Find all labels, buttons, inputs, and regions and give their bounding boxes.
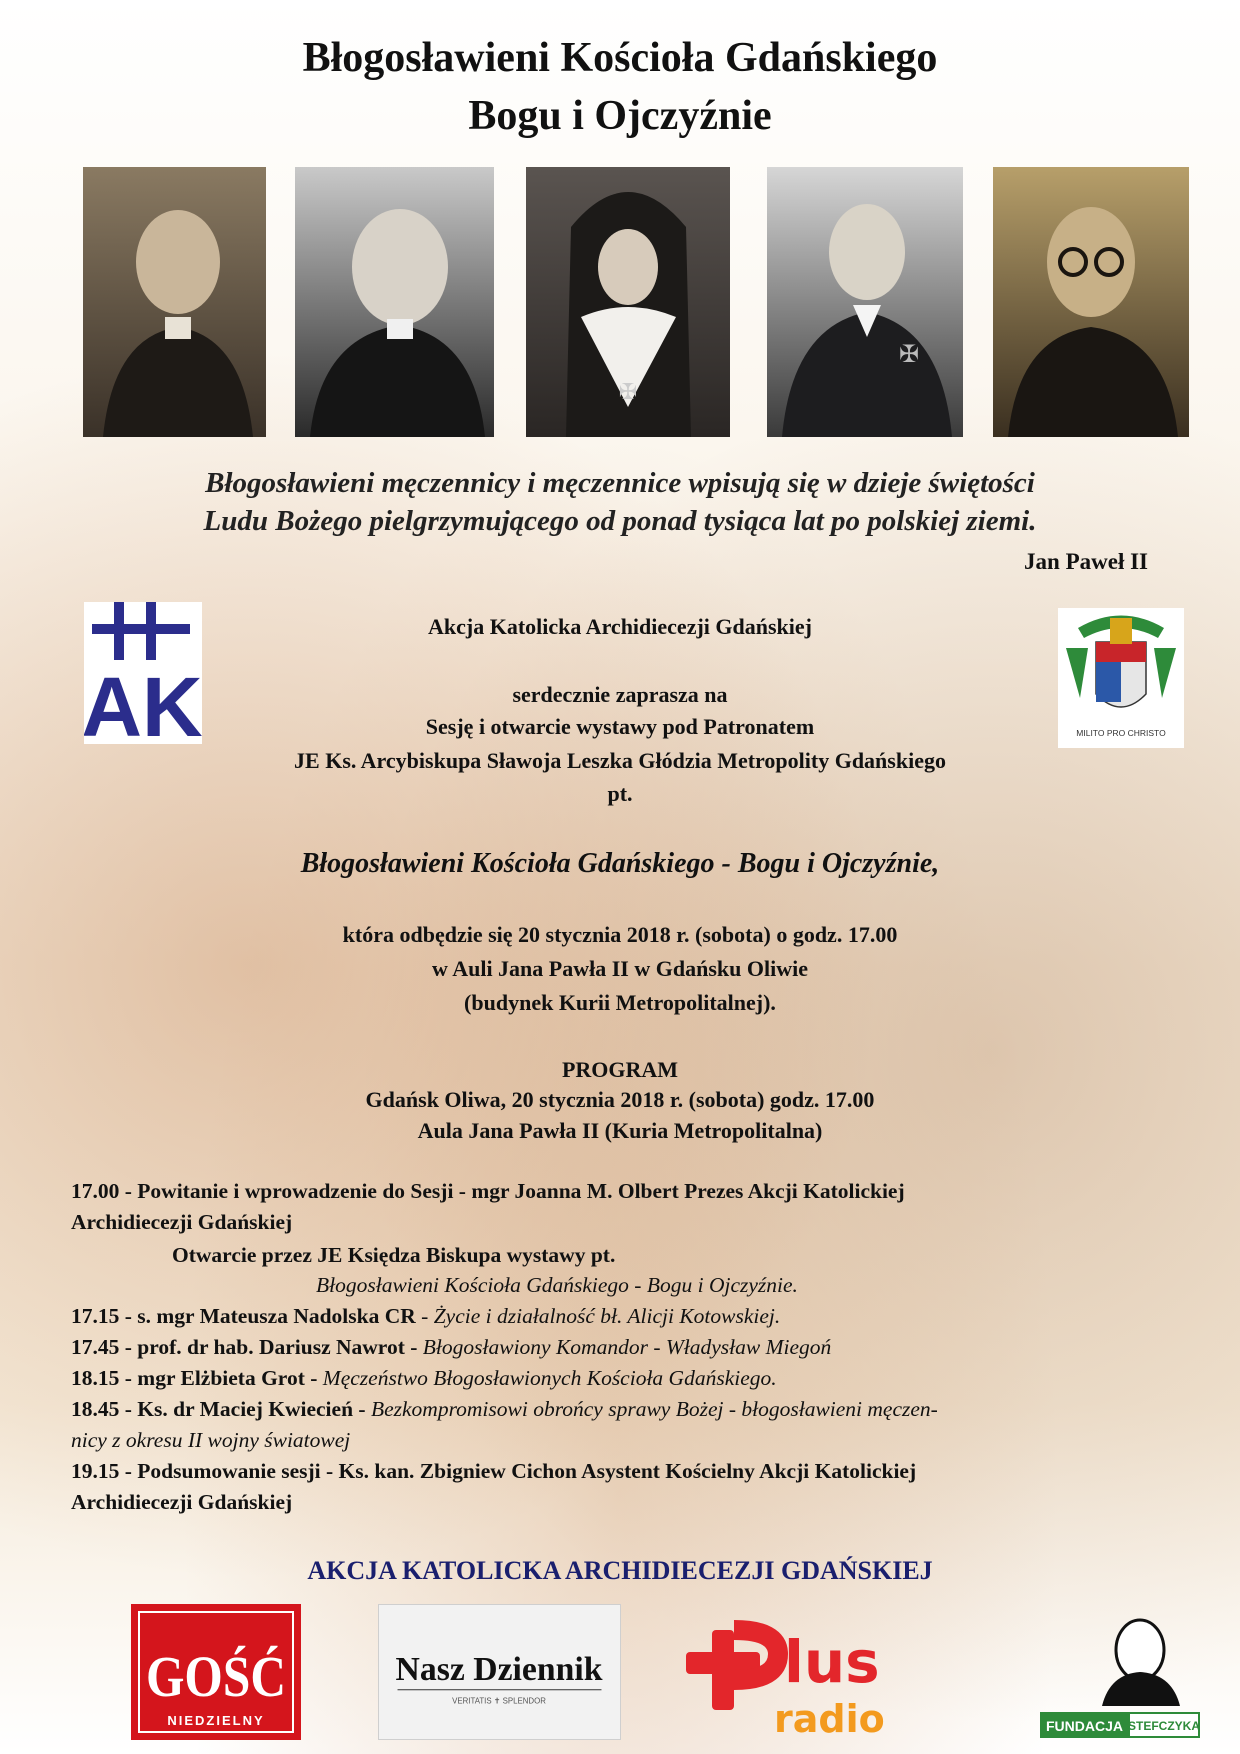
quote-line1: Błogosławieni męczennicy i męczennice wpisują się w dzieje świętości <box>205 467 1035 499</box>
portrait-nun <box>526 167 730 437</box>
event-title: Błogosławieni Kościoła Gdańskiego - Bogu i Ojczyźnie, <box>300 848 940 879</box>
program-item: Archidiecezji Gdańskiej <box>71 1210 293 1234</box>
program-topic: Błogosławiony Komandor - Władysław Miegoń <box>422 1335 832 1359</box>
invite-line4: pt. <box>607 781 633 806</box>
event-when-line2: w Auli Jana Pawła II w Gdańsku Oliwie <box>432 956 808 981</box>
program-sub2: Aula Jana Pawła II (Kuria Metropolitalna) <box>417 1118 823 1143</box>
program-heading: PROGRAM <box>561 1057 679 1082</box>
quote-author: Jan Paweł II <box>1024 549 1148 574</box>
portrait-commander <box>767 167 963 437</box>
program-item: nicy z okresu II wojny światowej <box>71 1428 351 1452</box>
gosc-niedzielny-logo <box>131 1604 301 1740</box>
svg-text:✠: ✠ <box>618 379 638 404</box>
program-item: Otwarcie przez JE Księdza Biskupa wystawy pt. <box>172 1243 616 1267</box>
program-speaker: 18.45 - Ks. dr Maciej Kwiecień - <box>71 1397 371 1421</box>
gosc-main-text: GOŚĆ <box>146 1644 286 1709</box>
portrait-priest-3 <box>993 167 1189 437</box>
event-when-line3: (budynek Kurii Metropolitalnej). <box>464 990 776 1015</box>
event-when-line1: która odbędzie się 20 stycznia 2018 r. (sobota) o godz. 17.00 <box>342 922 898 947</box>
program-item <box>71 1363 777 1394</box>
page-title-line1: Błogosławieni Kościoła Gdańskiego <box>302 35 938 81</box>
program-item: Błogosławieni Kościoła Gdańskiego - Bogu i Ojczyźnie. <box>316 1273 798 1297</box>
portrait-priest-1 <box>83 167 266 437</box>
program-item: 19.15 - Podsumowanie sesji - Ks. kan. Zbigniew Cichon Asystent Kościelny Akcji Katolickiej <box>71 1459 917 1483</box>
plus-sub-text: radio <box>774 1697 885 1740</box>
invite-line1: serdecznie zaprasza na <box>512 682 728 707</box>
coat-motto: MILITO PRO CHRISTO <box>1076 728 1166 738</box>
ak-logo-text: AK <box>84 660 202 744</box>
invite-line2: Sesję i otwarcie wystawy pod Patronatem <box>425 714 815 739</box>
program-item: 17.00 - Powitanie i wprowadzenie do Sesji - mgr Joanna M. Olbert Prezes Akcji Katolickiej <box>71 1179 905 1203</box>
program-item <box>71 1394 938 1425</box>
invite-line3: JE Ks. Arcybiskupa Sławoja Leszka Głódzia Metropolity Gdańskiego <box>294 748 946 773</box>
program-speaker: 18.15 - mgr Elżbieta Grot - <box>71 1366 323 1390</box>
nasz-dziennik-text: Nasz Dziennik <box>395 1650 603 1688</box>
program-topic: - Życie i działalność bł. Alicji Kotowskiej. <box>421 1304 781 1328</box>
svg-text:✠: ✠ <box>899 342 920 368</box>
organizer-name: Akcja Katolicka Archidiecezji Gdańskiej <box>428 614 812 639</box>
fundacja-stefczyka-logo <box>1040 1604 1200 1740</box>
program-topic: Męczeństwo Błogosławionych Kościoła Gdańskiego. <box>322 1366 777 1390</box>
portrait-priest-2 <box>295 167 494 437</box>
plus-radio-logo <box>686 1604 931 1740</box>
nasz-dziennik-logo <box>378 1604 621 1740</box>
fundacja-text-b: STEFCZYKA <box>1128 1719 1200 1733</box>
program-item: Archidiecezji Gdańskiej <box>71 1490 293 1514</box>
program-speaker: 17.45 - prof. dr hab. Dariusz Nawrot - <box>71 1335 423 1359</box>
page-title-line2: Bogu i Ojczyźnie <box>468 93 772 139</box>
gosc-sub-text: NIEDZIELNY <box>167 1713 265 1728</box>
program-speaker: 17.15 - s. mgr Mateusza Nadolska CR <box>71 1304 422 1328</box>
footer-organizer-title: AKCJA KATOLICKA ARCHIDIECEZJI GDAŃSKIEJ <box>307 1556 933 1585</box>
plus-main-text: lus <box>784 1628 880 1696</box>
program-list <box>71 1176 1181 1516</box>
program-item <box>71 1301 780 1332</box>
program-item <box>71 1332 831 1363</box>
fundacja-text-a: FUNDACJA <box>1046 1718 1123 1734</box>
nasz-dziennik-motto: VERITATIS ✝ SPLENDOR <box>452 1696 546 1706</box>
quote-line2: Ludu Bożego pielgrzymującego od ponad tysiąca lat po polskiej ziemi. <box>203 505 1037 537</box>
program-topic: Bezkompromisowi obrońcy sprawy Bożej - błogosławieni męczen- <box>370 1397 938 1421</box>
program-sub1: Gdańsk Oliwa, 20 stycznia 2018 r. (sobota) godz. 17.00 <box>365 1087 875 1112</box>
